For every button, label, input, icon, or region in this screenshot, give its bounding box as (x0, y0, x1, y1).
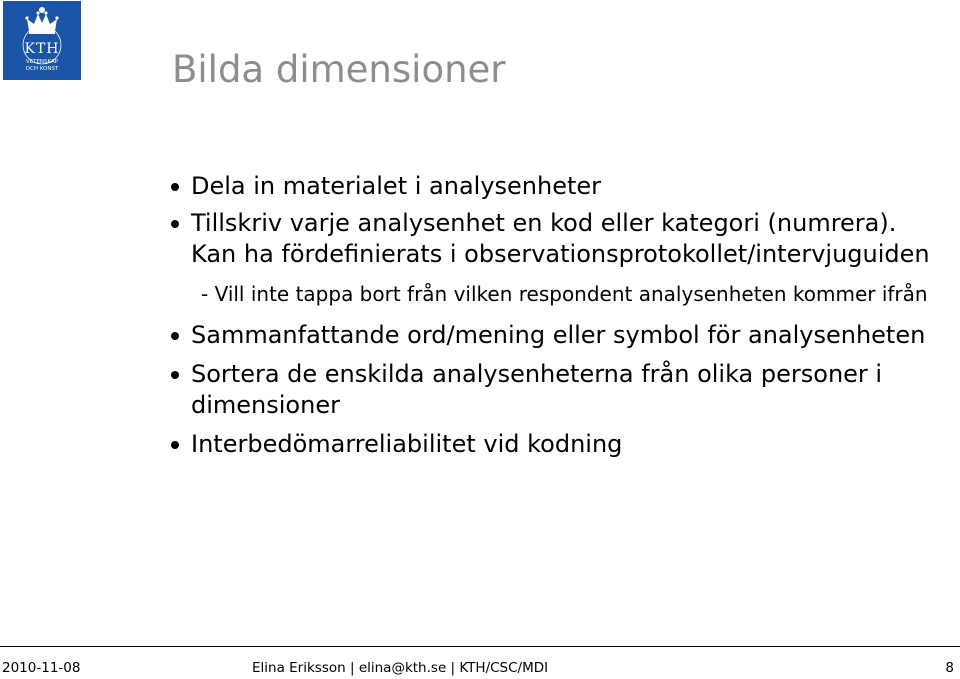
logo-motto-line1: VETENSKAP (25, 59, 59, 65)
bullet-item: Interbedömarreliabilitet vid kodning (167, 429, 947, 460)
footer-divider (0, 646, 960, 647)
slide-title: Bilda dimensioner (172, 48, 506, 91)
footer-date: 2010-11-08 (2, 660, 81, 676)
logo-motto-line2: OCH KONST (25, 66, 59, 72)
bullet-item: Sammanfattande ord/mening eller symbol för analysenheten (167, 320, 947, 351)
footer-author-info: Elina Eriksson | elina@kth.se | KTH/CSC/MDI (252, 660, 549, 676)
bullet-item: Dela in materialet i analysenheter (167, 171, 947, 202)
bullet-list (167, 171, 947, 460)
logo-kth-text: KTH (24, 41, 60, 57)
page-number: 8 (945, 660, 954, 676)
bullet-item: Sortera de enskilda analysenheterna från olika personer i dimensioner (167, 359, 947, 421)
kth-logo (3, 1, 81, 80)
bullet-item: Tillskriv varje analysenhet en kod eller kategori (numrera). Kan ha fördefinierats i observationsprotokollet/intervjuguiden (167, 208, 947, 270)
sub-bullet-item: - Vill inte tappa bort från vilken respondent analysenheten kommer ifrån (201, 282, 928, 306)
